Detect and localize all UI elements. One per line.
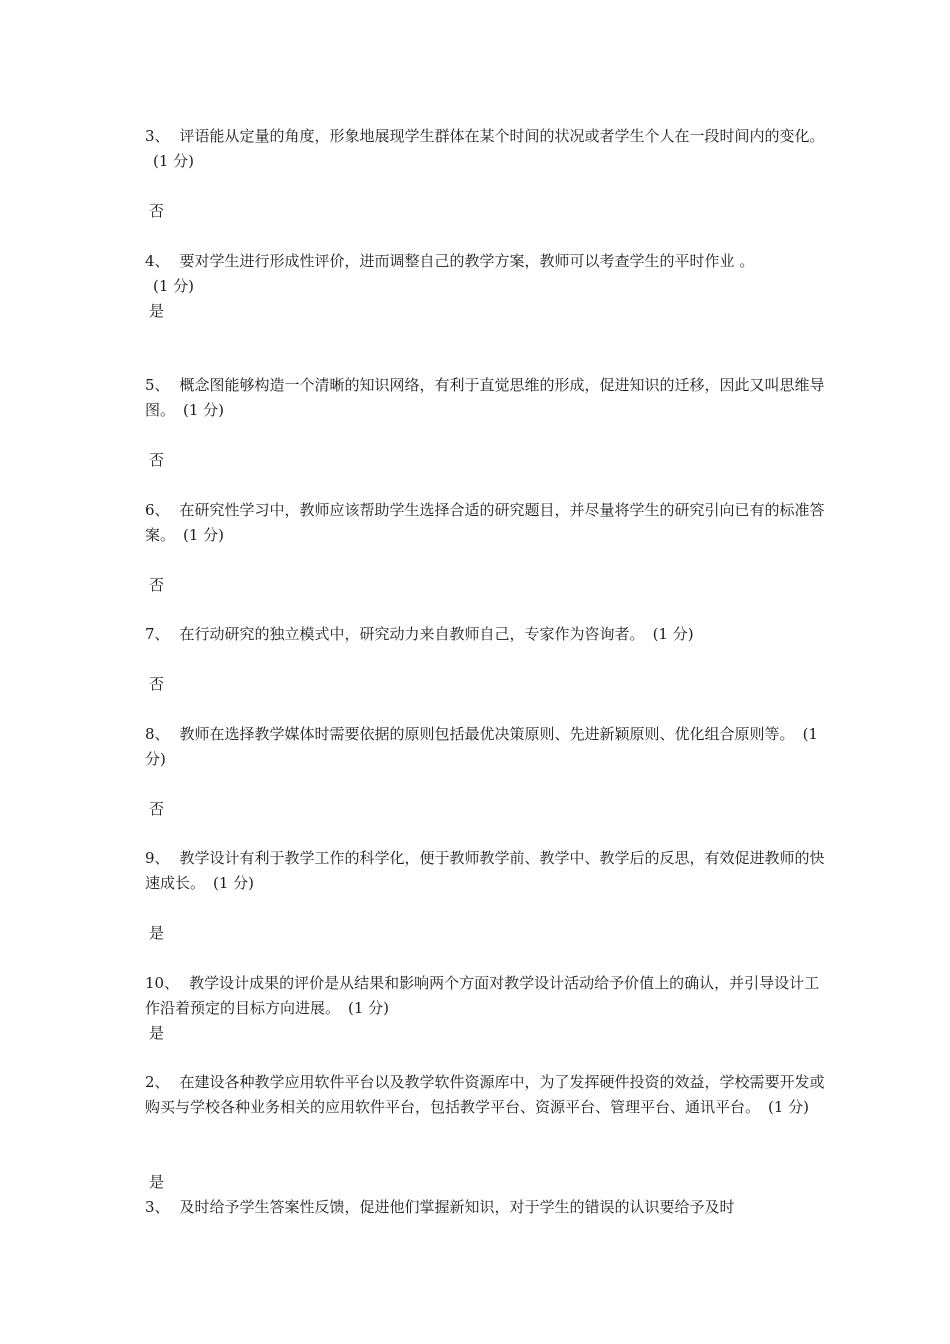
question-text: 要对学生进行形成性评价，进而调整自己的教学方案，教师可以考查学生的平时作业 。 xyxy=(179,252,755,270)
question-text: 教学设计成果的评价是从结果和影响两个方面对教学设计活动给予价值上的确认，并引导设计工作沿着预定的目标方向进展。 xyxy=(145,974,820,1017)
question-4 xyxy=(145,249,825,299)
question-number: 3、 xyxy=(145,127,170,145)
question-7 xyxy=(145,622,825,647)
question-points: (1 分) xyxy=(145,725,818,768)
question-points: (1 分) xyxy=(348,999,390,1017)
question-2 xyxy=(145,1070,825,1120)
answer-5: 否 xyxy=(149,451,165,469)
question-text: 在建设各种教学应用软件平台以及教学软件资源库中，为了发挥硬件投资的效益，学校需要开发或购买与学校各种业务相关的应用软件平台，包括教学平台、资源平台、管理平台、通讯平台。 xyxy=(145,1073,825,1116)
question-number: 10、 xyxy=(145,974,180,992)
answer-10: 是 xyxy=(149,1024,165,1042)
question-5 xyxy=(145,373,825,423)
question-text: 及时给予学生答案性反馈，促进他们掌握新知识，对于学生的错误的认识要给予及时 xyxy=(179,1198,735,1216)
answer-7: 否 xyxy=(149,675,165,693)
answer-4: 是 xyxy=(149,302,165,320)
question-3b xyxy=(145,1195,825,1220)
question-text: 概念图能够构造一个清晰的知识网络，有利于直觉思维的形成，促进知识的迁移，因此又叫思维导图。 xyxy=(145,376,825,419)
question-points: (1 分) xyxy=(183,401,225,419)
question-points: (1 分) xyxy=(213,874,255,892)
question-number: 6、 xyxy=(145,501,170,519)
question-text: 在研究性学习中，教师应该帮助学生选择合适的研究题目，并尽量将学生的研究引向已有的标准答案。 xyxy=(145,501,825,544)
question-number: 8、 xyxy=(145,725,170,743)
question-points: (1 分) xyxy=(652,625,694,643)
question-text: 教师在选择教学媒体时需要依据的原则包括最优决策原则、先进新颖原则、优化组合原则等。 xyxy=(179,725,795,743)
question-points: (1 分) xyxy=(183,526,225,544)
answer-3: 否 xyxy=(149,202,165,220)
question-number: 9、 xyxy=(145,849,170,867)
question-number: 2、 xyxy=(145,1073,170,1091)
question-number: 5、 xyxy=(145,376,170,394)
question-points: (1 分) xyxy=(768,1098,810,1116)
question-6 xyxy=(145,498,825,548)
answer-9: 是 xyxy=(149,924,165,942)
answer-2: 是 xyxy=(149,1173,165,1191)
question-text: 教学设计有利于教学工作的科学化，便于教师教学前、教学中、教学后的反思，有效促进教师的快速成长。 xyxy=(145,849,825,892)
question-number: 7、 xyxy=(145,625,170,643)
question-points: (1 分) xyxy=(153,152,195,170)
question-points: (1 分) xyxy=(153,277,195,295)
question-10 xyxy=(145,971,825,1021)
answer-6: 否 xyxy=(149,576,165,594)
question-8 xyxy=(145,722,825,772)
question-text: 评语能从定量的角度，形象地展现学生群体在某个时间的状况或者学生个人在一段时间内的变化。 xyxy=(179,127,825,145)
question-text: 在行动研究的独立模式中，研究动力来自教师自己，专家作为咨询者。 xyxy=(179,625,645,643)
question-number: 3、 xyxy=(145,1198,170,1216)
question-number: 4、 xyxy=(145,252,170,270)
question-9 xyxy=(145,846,825,896)
answer-8: 否 xyxy=(149,800,165,818)
question-3 xyxy=(145,124,825,174)
